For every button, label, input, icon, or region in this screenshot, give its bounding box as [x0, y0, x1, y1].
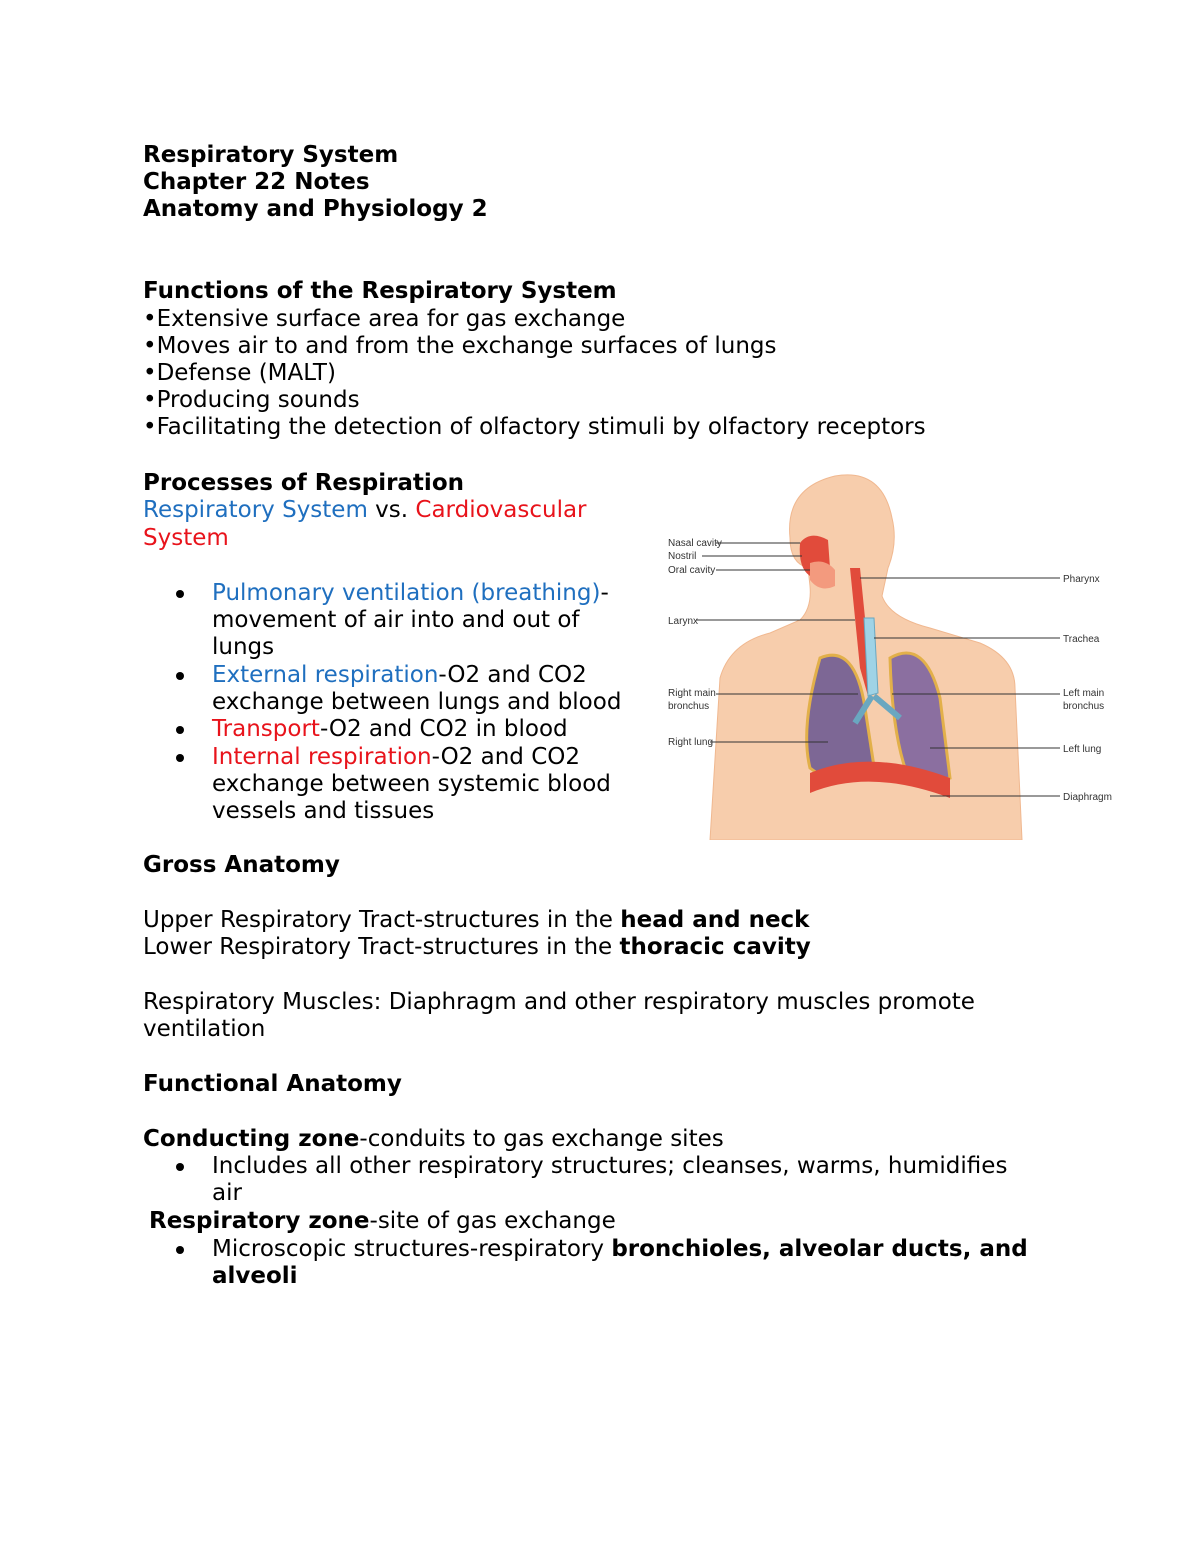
process-term: Internal respiration [212, 744, 432, 770]
label-diaphragm: Diaphragm [1063, 792, 1112, 803]
respiratory-zone-text: -site of gas exchange [369, 1208, 616, 1234]
conducting-zone-text: -conduits to gas exchange sites [359, 1126, 724, 1152]
muscles-line: Respiratory Muscles: Diaphragm and other respiratory muscles promote [143, 989, 975, 1015]
respiratory-zone-line [149, 1208, 616, 1235]
label-pharynx: Pharynx [1063, 574, 1100, 585]
document-title: Respiratory System [143, 142, 399, 168]
respiratory-zone-term: Respiratory zone [149, 1208, 370, 1234]
respiratory-bullet [212, 1236, 1028, 1263]
respiratory-bullet-cont: alveoli [212, 1263, 298, 1289]
gross-anatomy-heading: Gross Anatomy [143, 852, 340, 878]
bullet-icon [176, 672, 184, 680]
label-left-lung: Left lung [1063, 744, 1102, 755]
label-trachea: Trachea [1063, 634, 1100, 645]
process-item [212, 580, 609, 607]
process-text: lungs [212, 634, 275, 660]
upper-tract-emphasis: head and neck [620, 907, 810, 933]
process-item [212, 662, 587, 689]
conducting-bullet-cont: air [212, 1180, 242, 1206]
functional-anatomy-heading: Functional Anatomy [143, 1071, 402, 1097]
upper-tract-line [143, 907, 809, 934]
process-text: movement of air into and out of [212, 607, 580, 633]
conducting-zone-line [143, 1126, 724, 1153]
function-item: •Defense (MALT) [143, 360, 336, 386]
process-item [212, 716, 568, 743]
function-item: •Facilitating the detection of olfactory stimuli by olfactory receptors [143, 414, 926, 440]
function-item: •Extensive surface area for gas exchange [143, 306, 626, 332]
label-left-main-bronchus-2: bronchus [1063, 701, 1105, 712]
process-text: -O2 and CO2 in blood [319, 716, 568, 742]
label-nostril: Nostril [668, 551, 697, 562]
conducting-bullet: Includes all other respiratory structures; cleanses, warms, humidifies [212, 1153, 1008, 1179]
process-text: exchange between systemic blood [212, 771, 611, 797]
process-text: - [600, 580, 609, 606]
label-right-main-bronchus: Right main [668, 688, 716, 699]
function-item: •Producing sounds [143, 387, 360, 413]
process-text: exchange between lungs and blood [212, 689, 622, 715]
lower-tract-emphasis: thoracic cavity [619, 934, 811, 960]
lower-tract-text: Lower Respiratory Tract-structures in the [143, 934, 620, 960]
conducting-zone-term: Conducting zone [143, 1126, 360, 1152]
process-term: Pulmonary ventilation (breathing) [212, 580, 601, 606]
label-larynx: Larynx [668, 616, 699, 627]
cardiovascular-label: Cardiovascular [415, 497, 587, 523]
bullet-icon [176, 1246, 184, 1254]
label-oral-cavity: Oral cavity [668, 565, 716, 576]
cardiovascular-label-cont: System [143, 525, 229, 551]
process-item [212, 744, 580, 771]
bullet-icon [176, 726, 184, 734]
bullet-icon [176, 590, 184, 598]
respiratory-bullet-emphasis: bronchioles, alveolar ducts, and [611, 1236, 1028, 1262]
process-text: vessels and tissues [212, 798, 435, 824]
bullet-icon [176, 754, 184, 762]
process-term: Transport [212, 716, 320, 742]
respiratory-bullet-text: Microscopic structures-respiratory [212, 1236, 612, 1262]
label-left-main-bronchus: Left main [1063, 688, 1105, 699]
process-text: -O2 and CO2 [438, 662, 587, 688]
function-item: •Moves air to and from the exchange surfaces of lungs [143, 333, 777, 359]
lower-tract-line [143, 934, 811, 961]
label-right-lung: Right lung [668, 737, 714, 748]
comparison-line [143, 497, 587, 524]
respiratory-system-label: Respiratory System [143, 497, 368, 523]
upper-tract-text: Upper Respiratory Tract-structures in the [143, 907, 621, 933]
functions-heading: Functions of the Respiratory System [143, 278, 617, 304]
bullet-icon [176, 1163, 184, 1171]
vs-label: vs. [367, 497, 416, 523]
processes-heading: Processes of Respiration [143, 470, 464, 496]
process-text: -O2 and CO2 [431, 744, 581, 770]
process-term: External respiration [212, 662, 439, 688]
respiratory-anatomy-figure [660, 468, 1130, 840]
chapter-label: Chapter 22 Notes [143, 169, 370, 195]
label-nasal-cavity: Nasal cavity [668, 538, 722, 549]
muscles-line-cont: ventilation [143, 1016, 266, 1042]
course-label: Anatomy and Physiology 2 [143, 196, 488, 222]
label-right-main-bronchus-2: bronchus [668, 701, 710, 712]
